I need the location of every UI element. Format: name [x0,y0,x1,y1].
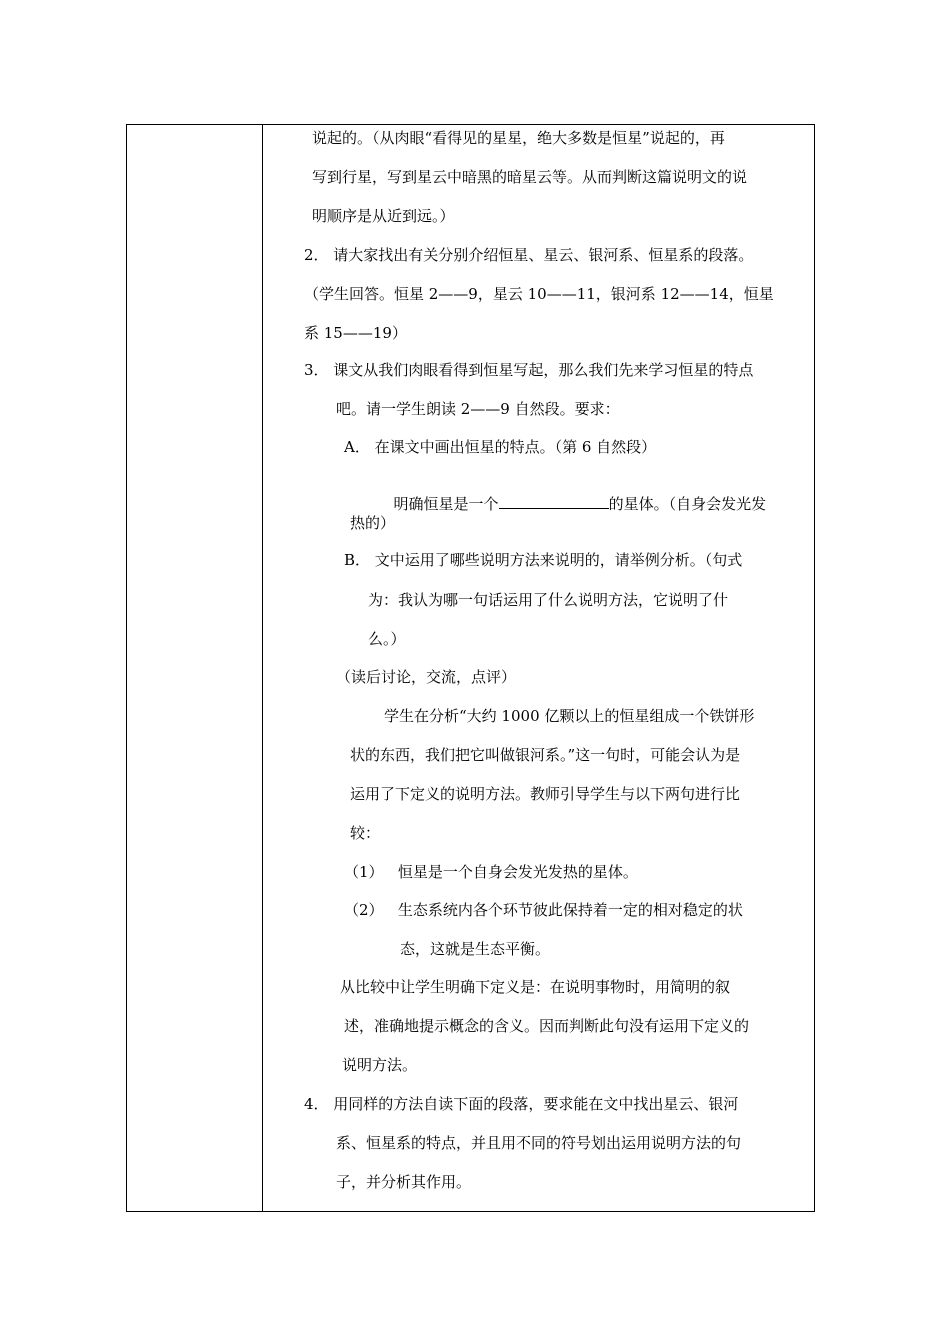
text-line: 热的） [350,514,396,532]
text-line: （1） 恒星是一个自身会发光发热的星体。 [344,863,638,881]
answer-blank [499,494,609,509]
text-line: A． 在课文中画出恒星的特点。（第 6 自然段） [344,438,657,456]
text-line: 么。） [368,630,406,648]
text-line: 较： [350,824,381,842]
text-line: 从比较中让学生明确下定义是：在说明事物时，用简明的叙 [340,978,731,996]
text-line: （读后讨论，交流，点评） [336,668,517,686]
answer-suffix: 的星体。（自身会发光发 [608,495,767,513]
text-line [384,474,766,514]
text-line: 3． 课文从我们肉眼看得到恒星写起，那么我们先来学习恒星的特点 [304,361,754,379]
text-line: 系、恒星系的特点，并且用不同的符号划出运用说明方法的句 [336,1134,742,1152]
text-line: 学生在分析“大约 1000 亿颗以上的恒星组成一个铁饼形 [384,707,755,725]
answer-prefix: 明确恒星是一个 [393,495,499,513]
text-line: 系 15——19） [304,324,407,342]
text-line: 说明方法。 [342,1056,418,1074]
text-line: 4． 用同样的方法自读下面的段落，要求能在文中找出星云、银河 [304,1095,739,1113]
column-divider [262,124,263,1212]
text-line: 说起的。（从肉眼“看得见的星星，绝大多数是恒星”说起的，再 [312,129,725,147]
text-line: 2． 请大家找出有关分别介绍恒星、星云、银河系、恒星系的段落。 [304,246,754,264]
text-line: 述，准确地提示概念的含义。因而判断此句没有运用下定义的 [344,1017,750,1035]
text-line: 状的东西，我们把它叫做银河系。”这一句时，可能会认为是 [350,746,741,764]
text-line: B． 文中运用了哪些说明方法来说明的，请举例分析。（句式 [344,551,743,569]
text-line: 吧。请一学生朗读 2——9 自然段。要求： [336,400,620,418]
text-line: 明顺序是从近到远。） [312,207,455,225]
text-line: 为：我认为哪一句话运用了什么说明方法，它说明了什 [368,591,729,609]
text-line: 运用了下定义的说明方法。教师引导学生与以下两句进行比 [350,785,741,803]
text-line: （学生回答。恒星 2——9，星云 10——11，银河系 12——14，恒星 [304,285,774,303]
text-line: 子，并分析其作用。 [336,1173,472,1191]
text-line: （2） 生态系统内各个环节彼此保持着一定的相对稳定的状 [344,901,743,919]
text-line: 态，这就是生态平衡。 [400,940,551,958]
text-line: 写到行星，写到星云中暗黑的暗星云等。从而判断这篇说明文的说 [312,168,748,186]
